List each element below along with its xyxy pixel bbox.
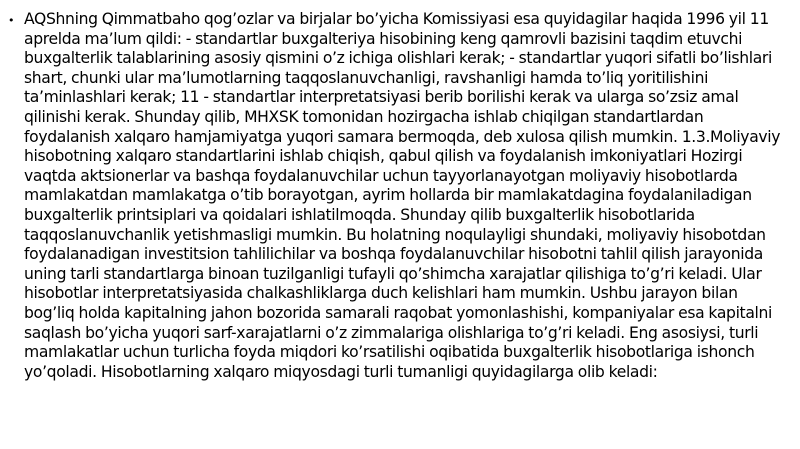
bullet-dot-icon: •: [8, 14, 15, 27]
bullet-item: [8, 10, 788, 382]
body-paragraph: AQShning Qimmatbaho qog’ozlar va birjalar bo’yicha Komissiyasi esa quyidagilar haqida 1996 yil 11 aprelda ma’lum qildi: - standartlar buxgalteriya hisobining keng qamrovli bazisini taqdim etuvchi buxgalterlik talablarining asosiy qismini o’z ichiga olishlari kerak; - standartlar yuqori sifatli bo’lishlari shart, chunki ular ma’lumotlarning taqqoslanuvchanligi, ravshanligi hamda to’liq yoritilishini ta’minlashlari kerak; 11 - standartlar interpretatsiyasi berib borilishi kerak va ularga so’zsiz amal qilinishi kerak. Shunday qilib, MHXSK tomonidan hozirgacha ishlab chiqilgan standartlardan foydalanish xalqaro hamjamiyatga yuqori samara bermoqda, deb xulosa qilish mumkin. 1.3.Moliyaviy hisobotning xalqaro standartlarini ishlab chiqish, qabul qilish va foydalanish imkoniyatlari Hozirgi vaqtda aktsionerlar va bashqa foydalanuvchilar uchun tayyorlanayotgan moliyaviy hisobotlarda mamlakatdan mamlakatga o’tib borayotgan, ayrim hollarda bir mamlakatdagina foydalaniladigan buxgalterlik printsiplari va qoidalari ishlatilmoqda. Shunday qilib buxgalterlik hisobotlarida taqqoslanuvchanlik yetishmasligi mumkin. Bu holatning noqulayligi shundaki, moliyaviy hisobotdan foydalanadigan investitsion tahlilichilar va boshqa foydalanuvchilar hisobotni tahlil qilish jarayonida uning tarli standartlarga binoan tuzilganligi tufayli qo’shimcha xarajatlar qilishiga to’g’ri keladi. Ular hisobotlar interpretatsiyasida chalkashliklarga duch kelishlari ham mumkin. Ushbu jarayon bilan bog’liq holda kapitalning jahon bozorida samarali raqobat yomonlashishi, kompaniyalar esa kapitalni saqlash bo’yicha yuqori sarf-xarajatlarni o’z zimmalariga olishlariga to’g’ri keladi. Eng asosiysi, turli mamlakatlar uchun turlicha foyda miqdori ko’rsatilishi oqibatida buxgalterlik hisobotlariga ishonch yo’qoladi. Hisobotlarning xalqaro miqyosdagi turli tumanligi quyidagilarga olib keladi:: [24, 10, 781, 381]
